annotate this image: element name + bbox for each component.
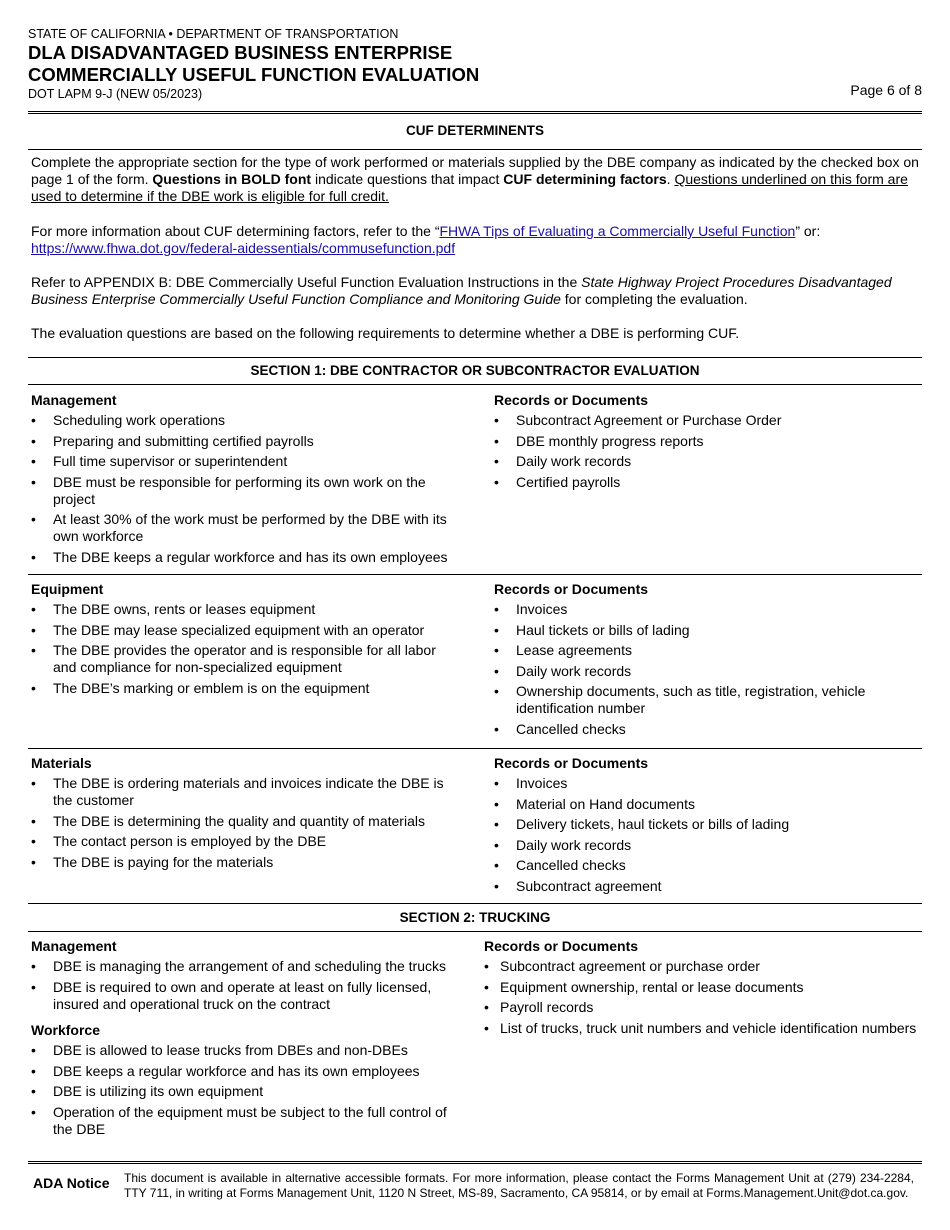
list-item: • DBE is required to own and operate at least on fully licensed, insured and operational truck on the contract — [31, 979, 451, 1013]
list-item: • Invoices — [494, 601, 894, 618]
list-item: • DBE is allowed to lease trucks from DBEs and non-DBEs — [31, 1042, 451, 1059]
list-item: • The DBE is paying for the materials — [31, 854, 451, 871]
list-item: • Equipment ownership, rental or lease documents — [484, 979, 920, 996]
list-item: • DBE is managing the arrangement of and scheduling the trucks — [31, 958, 451, 975]
workforce-heading: Workforce — [31, 1022, 100, 1038]
list-item: • Daily work records — [494, 663, 894, 680]
management-list — [31, 412, 461, 569]
materials-records-list — [494, 775, 914, 898]
form-title-line-1: DLA DISADVANTAGED BUSINESS ENTERPRISE — [28, 42, 453, 63]
fhwa-url-link[interactable]: https://www.fhwa.dot.gov/federal-aidessentials/commusefunction.pdf — [31, 240, 456, 256]
list-item: • Operation of the equipment must be subject to the full control of the DBE — [31, 1104, 451, 1138]
list-item: • DBE keeps a regular workforce and has its own employees — [31, 1063, 451, 1080]
divider — [28, 149, 922, 150]
list-item: • Subcontract Agreement or Purchase Order — [494, 412, 914, 429]
list-item: • Lease agreements — [494, 642, 894, 659]
header-divider — [28, 111, 922, 114]
cuf-section-title: CUF DETERMINENTS — [406, 123, 544, 138]
list-item: • Daily work records — [494, 453, 914, 470]
list-item: • The DBE is ordering materials and invoices indicate the DBE is the customer — [31, 775, 451, 809]
form-title-line-2: COMMERCIALLY USEFUL FUNCTION EVALUATION — [28, 64, 480, 85]
ada-notice-text: This document is available in alternative accessible formats. For more information, please contact the Forms Management Unit at (279) 234-2284, TTY 711, in writing at Forms Management Unit, 1120 N Street, MS-89, Sacramento, CA 95814, or by email at Forms.Management.Unit@dot.ca.gov. — [124, 1171, 914, 1200]
list-item: • Material on Hand documents — [494, 796, 914, 813]
requirements-paragraph: The evaluation questions are based on the following requirements to determine whether a DBE is performing CUF. — [31, 325, 740, 341]
appendix-paragraph: Refer to APPENDIX B: DBE Commercially Useful Function Evaluation Instructions in the State Highway Project Procedures Disadvantaged Business Enterprise Commercially Useful Function Compliance and Monitoring Guide for completing the evaluation. — [31, 274, 892, 307]
trucking-management-heading: Management — [31, 938, 117, 954]
list-item: • The DBE provides the operator and is responsible for all labor and compliance for non-specialized equipment — [31, 642, 451, 676]
materials-list — [31, 775, 451, 874]
list-item: • Subcontract agreement — [494, 878, 914, 895]
trucking-records-list — [484, 958, 920, 1040]
management-records-heading: Records or Documents — [494, 392, 649, 408]
divider — [28, 903, 922, 904]
form-number: DOT LAPM 9-J (NEW 05/2023) — [28, 87, 203, 101]
materials-heading: Materials — [31, 755, 92, 771]
list-item: • At least 30% of the work must be performed by the DBE with its own workforce — [31, 511, 461, 545]
list-item: • Subcontract agreement or purchase order — [484, 958, 920, 975]
department-line: STATE OF CALIFORNIA • DEPARTMENT OF TRANSPORTATION — [28, 27, 399, 41]
section2-title: SECTION 2: TRUCKING — [399, 910, 551, 925]
list-item: • Haul tickets or bills of lading — [494, 622, 894, 639]
management-heading: Management — [31, 392, 117, 408]
divider — [28, 748, 922, 749]
list-item: • The DBE is determining the quality and quantity of materials — [31, 813, 451, 830]
trucking-management-list — [31, 958, 451, 1016]
ada-notice-label: ADA Notice — [33, 1175, 110, 1191]
list-item: • DBE monthly progress reports — [494, 433, 914, 450]
list-item: • Preparing and submitting certified payrolls — [31, 433, 461, 450]
equipment-list — [31, 601, 451, 700]
list-item: • Scheduling work operations — [31, 412, 461, 429]
list-item: • Delivery tickets, haul tickets or bills of lading — [494, 816, 914, 833]
list-item: • The DBE owns, rents or leases equipment — [31, 601, 451, 618]
list-item: • The DBE keeps a regular workforce and has its own employees — [31, 549, 461, 566]
list-item: • Cancelled checks — [494, 721, 894, 738]
list-item: • The DBE’s marking or emblem is on the equipment — [31, 680, 451, 697]
list-item: • Invoices — [494, 775, 914, 792]
page-number: Page 6 of 8 — [850, 82, 922, 98]
list-item: • The DBE may lease specialized equipment with an operator — [31, 622, 451, 639]
management-records-list — [494, 412, 914, 494]
list-item: • DBE is utilizing its own equipment — [31, 1083, 451, 1100]
instructions-paragraph: Complete the appropriate section for the type of work performed or materials supplied by the DBE company as indicated by the checked box on page 1 of the form. Questions in BOLD font indicate questions that impact CUF determining factors. Questions underlined on this form are used to determine if the DBE work is eligible for full credit. — [31, 154, 919, 204]
workforce-list — [31, 1042, 451, 1141]
equipment-records-list — [494, 601, 894, 741]
divider — [28, 574, 922, 575]
materials-records-heading: Records or Documents — [494, 755, 649, 771]
equipment-heading: Equipment — [31, 581, 104, 597]
list-item: • The contact person is employed by the DBE — [31, 833, 451, 850]
list-item: • Ownership documents, such as title, registration, vehicle identification number — [494, 683, 894, 717]
list-item: • Payroll records — [484, 999, 920, 1016]
list-item: • Daily work records — [494, 837, 914, 854]
divider — [28, 384, 922, 385]
list-item: • List of trucks, truck unit numbers and vehicle identification numbers — [484, 1020, 920, 1037]
more-info-paragraph: For more information about CUF determining factors, refer to the “FHWA Tips of Evaluating a Commercially Useful Function” or: https://www.fhwa.dot.gov/federal-aidessentials/commusefunction.pdf — [31, 223, 821, 256]
fhwa-tips-link[interactable]: FHWA Tips of Evaluating a Commercially Useful Function — [439, 223, 796, 239]
footer-divider — [28, 1161, 922, 1164]
list-item: • Certified payrolls — [494, 474, 914, 491]
list-item: • DBE must be responsible for performing its own work on the project — [31, 474, 461, 508]
section1-title: SECTION 1: DBE CONTRACTOR OR SUBCONTRACTOR EVALUATION — [250, 363, 700, 378]
divider — [28, 357, 922, 358]
trucking-records-heading: Records or Documents — [484, 938, 639, 954]
equipment-records-heading: Records or Documents — [494, 581, 649, 597]
list-item: • Full time supervisor or superintendent — [31, 453, 461, 470]
list-item: • Cancelled checks — [494, 857, 914, 874]
divider — [28, 931, 922, 932]
